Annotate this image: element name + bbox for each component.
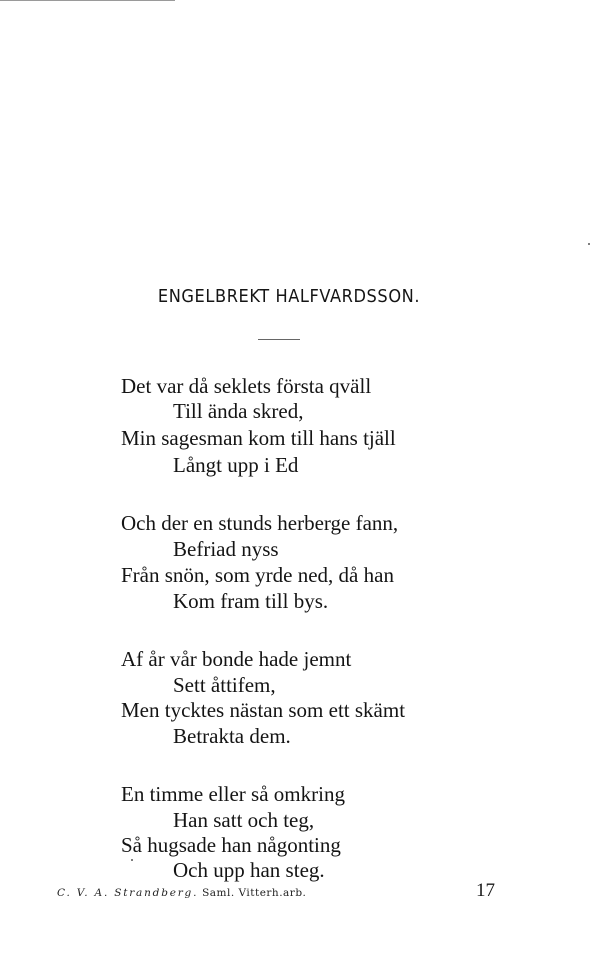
top-scan-rule [0, 0, 175, 1]
footer-author: C. V. A. Strandberg. [57, 887, 199, 899]
stanza-4-line-4: Och upp han steg. [173, 858, 325, 882]
stanza-4-line-3: Så hugsade han någonting [121, 833, 341, 857]
footer-work: Saml. Vitterh.arb. [202, 887, 307, 899]
scan-speck [588, 243, 590, 245]
footer-signature [57, 887, 306, 899]
stanza-3-line-3: Men tycktes nästan som ett skämt [121, 698, 406, 722]
stanza-2-line-3: Från snön, som yrde ned, då han [121, 563, 394, 587]
stanza-1-line-2: Till ända skred, [173, 399, 304, 423]
stanza-4-line-1: En timme eller så omkring [121, 782, 345, 806]
stanza-4-line-2: Han satt och teg, [173, 808, 315, 832]
ink-speck [131, 859, 133, 861]
poem-title: ENGELBREKT HALFVARDSSON. [157, 286, 421, 307]
stanza-2-line-2: Befriad nyss [173, 537, 279, 561]
title-divider [258, 339, 300, 340]
stanza-3-line-2: Sett åttifem, [173, 673, 276, 697]
stanza-1-line-1: Det var då seklets första qväll [121, 374, 372, 398]
page-number: 17 [476, 880, 495, 901]
stanza-2-line-1: Och der en stunds herberge fann, [121, 511, 399, 535]
stanza-2-line-4: Kom fram till bys. [173, 589, 329, 613]
stanza-1-line-3: Min sagesman kom till hans tjäll [121, 426, 396, 450]
stanza-3-line-4: Betrakta dem. [173, 724, 291, 748]
stanza-3-line-1: Af år vår bonde hade jemnt [121, 647, 352, 671]
stanza-1-line-4: Långt upp i Ed [173, 453, 299, 477]
